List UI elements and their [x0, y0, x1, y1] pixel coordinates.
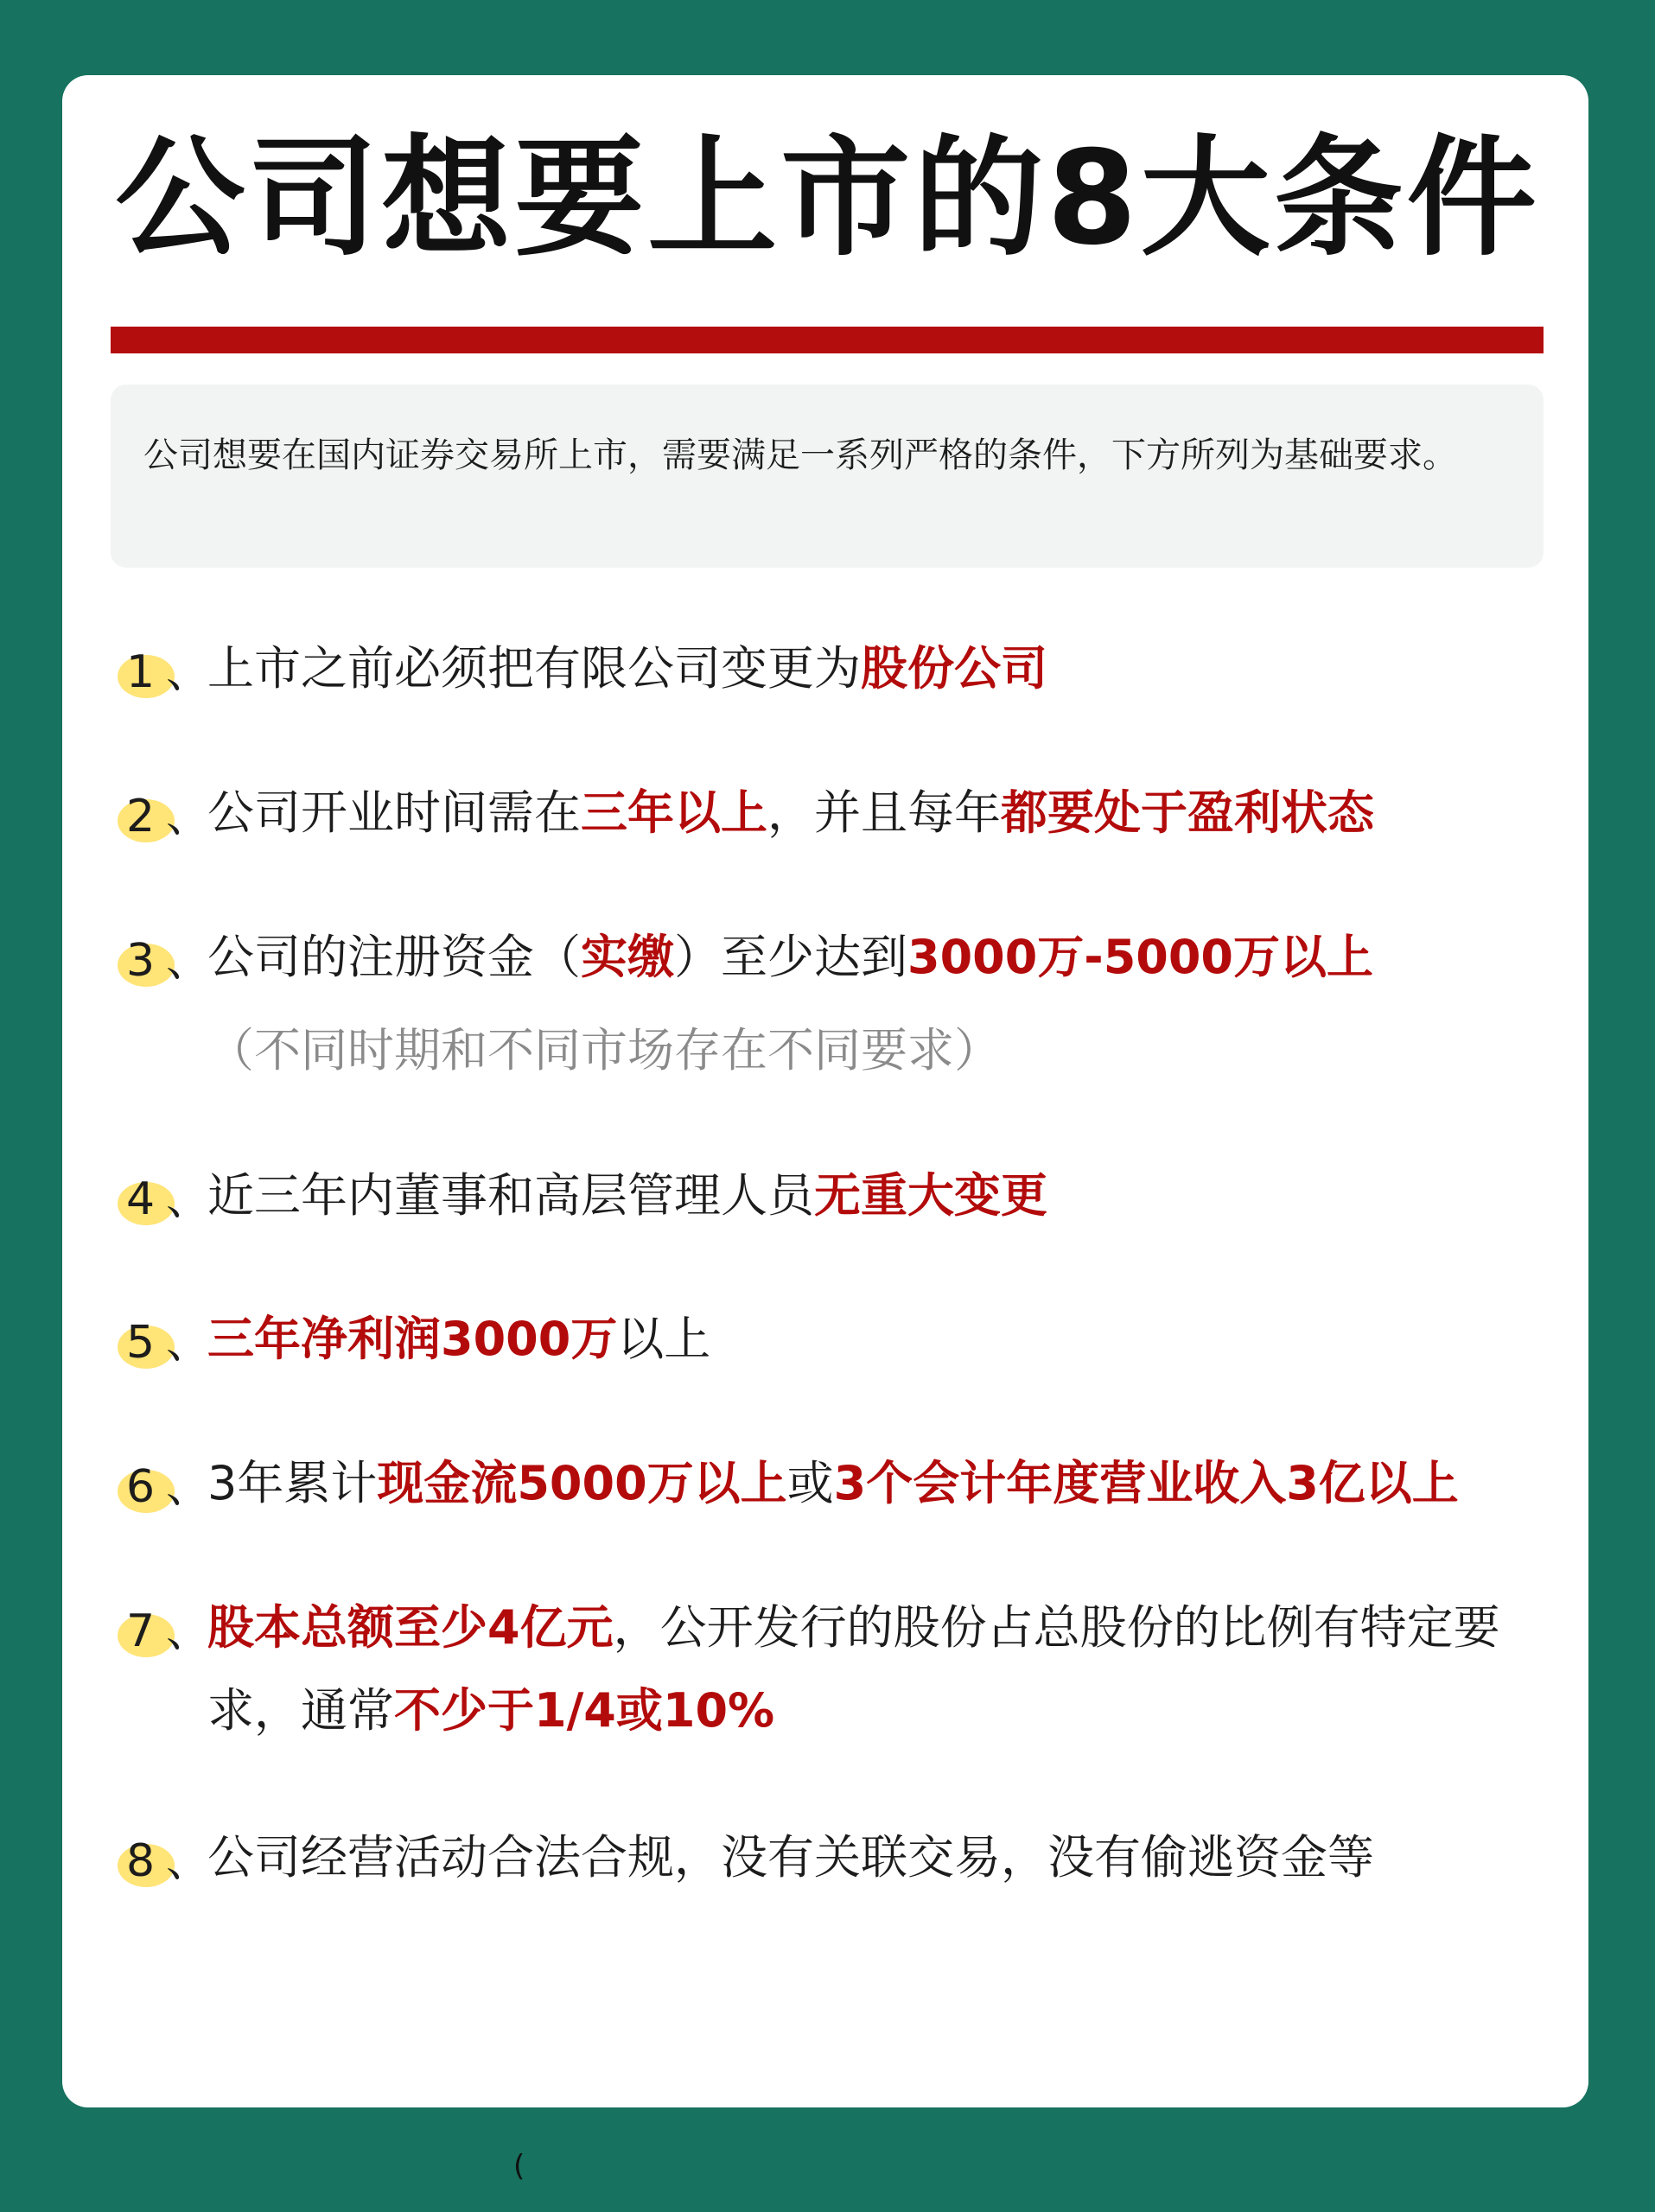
- item-number-mark: 、: [166, 935, 212, 987]
- highlighted-text: 股本总额至少4亿元: [207, 1600, 614, 1655]
- condition-text: [207, 1154, 1538, 1237]
- condition-note: （不同时期和不同市场存在不同要求）: [207, 1023, 1001, 1077]
- plain-text: 公司开业时间需在: [207, 785, 581, 840]
- plain-text: ，并且每年: [767, 785, 1001, 840]
- highlighted-text: 三年净利润3000万: [207, 1312, 618, 1366]
- item-number-mark: 、: [166, 1835, 212, 1887]
- highlighted-text: 股份公司: [861, 641, 1047, 696]
- plain-text: 以上: [617, 1312, 711, 1366]
- item-number-mark: 、: [166, 1461, 212, 1513]
- condition-text: [207, 916, 1538, 1092]
- plain-text: 或: [786, 1456, 834, 1510]
- highlighted-text: 都要处于盈利状态: [1001, 785, 1374, 840]
- item-number: 3: [126, 935, 156, 987]
- item-number-mark: 、: [166, 1173, 212, 1225]
- item-number-badge: [111, 1827, 214, 1896]
- item-number: 7: [126, 1605, 156, 1657]
- item-number-badge: [111, 1597, 214, 1666]
- item-number: 2: [126, 791, 156, 842]
- highlighted-text: 3000万-5000万以上: [907, 930, 1373, 984]
- plain-text: 3年累计: [207, 1456, 378, 1510]
- item-number-mark: 、: [166, 1605, 212, 1657]
- condition-text: [207, 1298, 1538, 1381]
- page-title: 公司想要上市的8大条件: [115, 124, 1540, 274]
- plain-text: ）至少达到: [674, 930, 907, 984]
- condition-text: [207, 627, 1538, 710]
- plain-text: 上市之前必须把有限公司变更为: [207, 641, 861, 696]
- plain-text: 近三年内董事和高层管理人员: [207, 1168, 814, 1223]
- condition-text: [207, 1586, 1538, 1752]
- highlighted-text: 实缴: [581, 930, 674, 984]
- item-number-mark: 、: [166, 646, 212, 698]
- item-number-badge: [111, 638, 214, 707]
- highlighted-text: 现金流5000万以上: [377, 1456, 787, 1510]
- highlighted-text: 不少于1/4或10%: [394, 1683, 775, 1738]
- item-number-badge: [111, 926, 214, 995]
- bottom-mark: (: [513, 2149, 525, 2183]
- plain-text: ，公开发行的股份占总股份的比例有特定要求，通常: [207, 1600, 1500, 1738]
- item-number-badge: [111, 1308, 214, 1377]
- condition-text: [207, 1816, 1538, 1899]
- highlighted-text: 3个会计年度营业收入3亿以上: [833, 1456, 1459, 1510]
- item-number: 5: [126, 1317, 156, 1369]
- condition-text: [207, 772, 1538, 855]
- item-number: 8: [126, 1835, 156, 1887]
- item-number-badge: [111, 1165, 214, 1234]
- item-number-mark: 、: [166, 791, 212, 842]
- item-number: 4: [126, 1173, 156, 1225]
- plain-text: 公司的注册资金（: [207, 930, 581, 984]
- intro-box: 公司想要在国内证券交易所上市，需要满足一系列严格的条件，下方所列为基础要求。: [111, 385, 1544, 568]
- item-number: 6: [126, 1461, 156, 1513]
- item-number: 1: [126, 646, 156, 698]
- item-number-mark: 、: [166, 1317, 212, 1369]
- title-divider: [111, 327, 1544, 353]
- highlighted-text: 无重大变更: [814, 1168, 1047, 1223]
- item-number-badge: [111, 782, 214, 851]
- plain-text: 公司经营活动合法合规，没有关联交易，没有偷逃资金等: [207, 1830, 1374, 1885]
- item-number-badge: [111, 1452, 214, 1522]
- highlighted-text: 三年以上: [581, 785, 767, 840]
- condition-text: [207, 1442, 1538, 1525]
